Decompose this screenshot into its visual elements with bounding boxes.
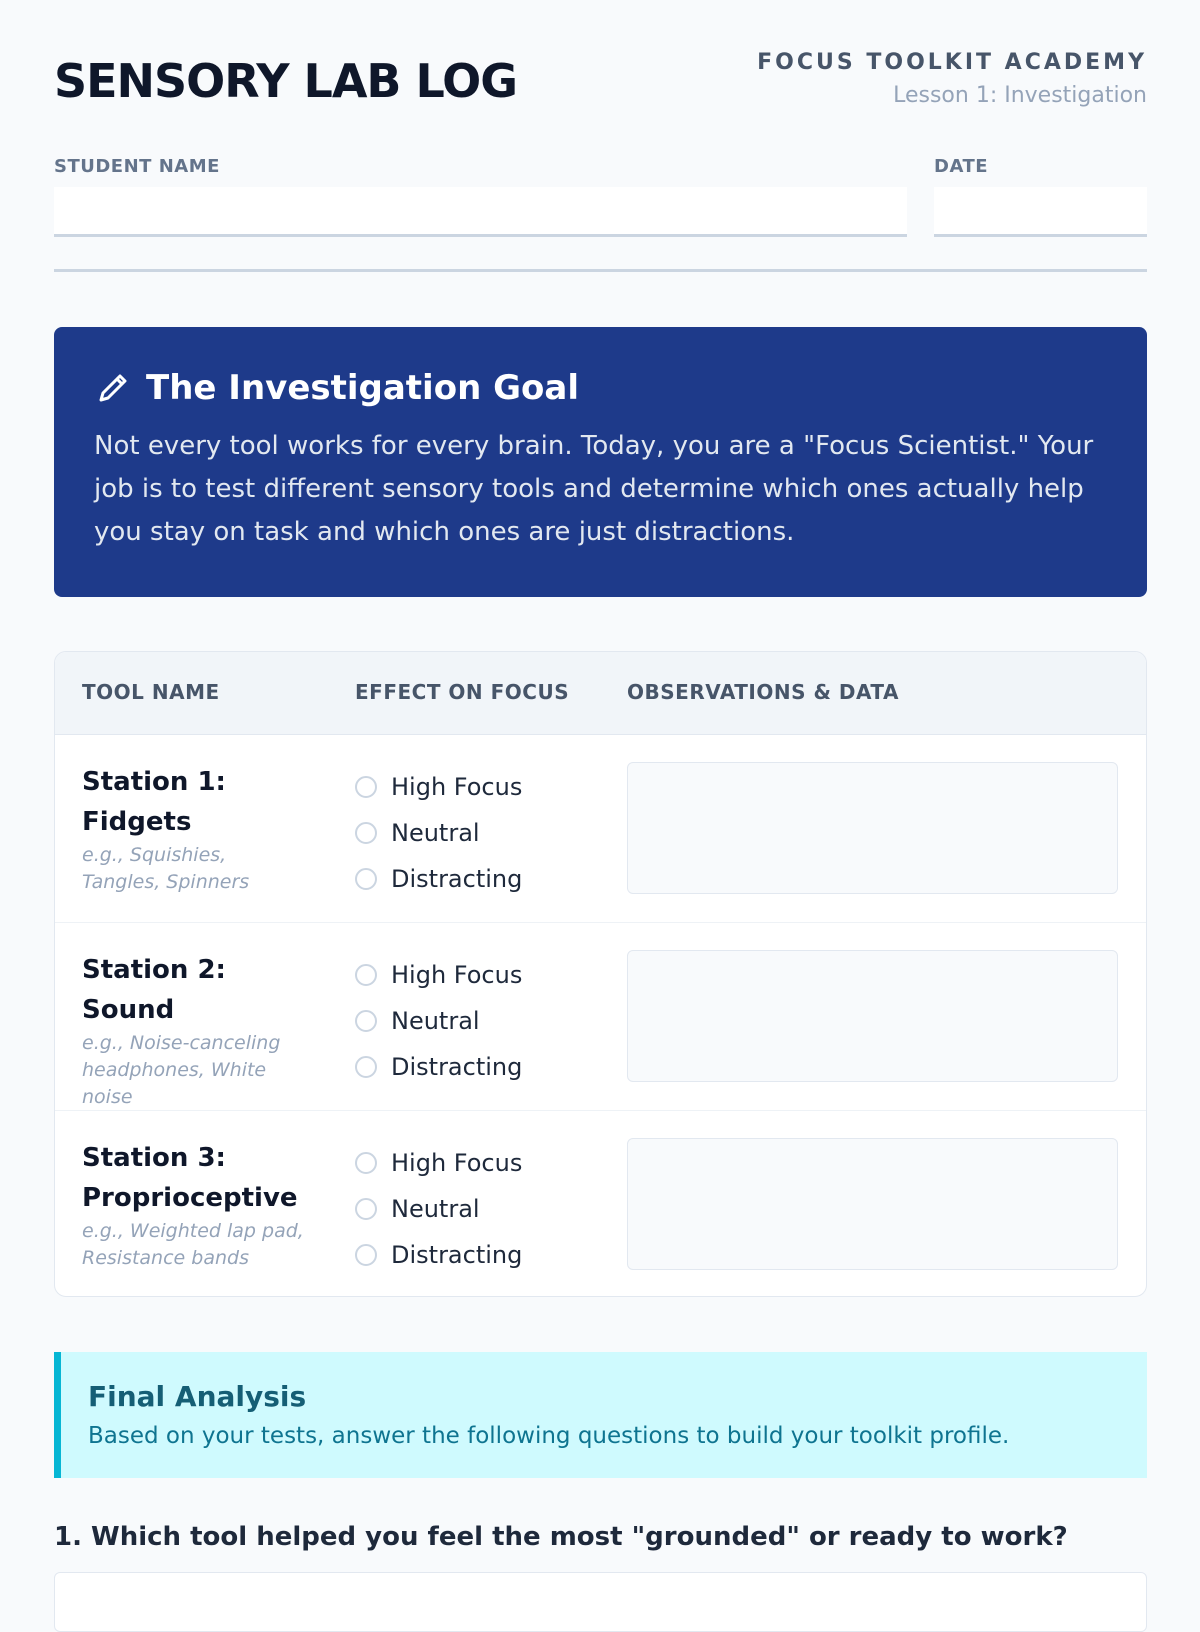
tool-name: Fidgets [82,807,192,837]
date-input[interactable] [934,187,1147,237]
option-neutral[interactable] [355,1186,522,1232]
option-label: Neutral [391,819,480,847]
page-title: SENSORY LAB LOG [54,54,518,108]
radio-button[interactable] [355,1244,377,1266]
observations-input[interactable] [627,762,1118,894]
date-field-group [934,156,1147,237]
worksheet-page [54,0,1147,1552]
goal-heading [94,365,1107,411]
radio-button[interactable] [355,822,377,844]
option-label: High Focus [391,773,523,801]
brand-block [757,50,1147,108]
tool-example: e.g., Weighted lap pad, [82,1220,304,1242]
tool-example: noise [82,1086,133,1108]
tool-name: Station 1: [82,767,226,797]
goal-title: The Investigation Goal [146,368,579,408]
table-header [55,652,1146,735]
student-name-field-group [54,156,907,237]
option-label: High Focus [391,961,523,989]
column-header-observations: OBSERVATIONS & DATA [627,680,899,704]
page-header [54,0,1147,140]
tool-cell [82,762,307,896]
header-divider [54,269,1147,272]
option-high-focus[interactable] [355,764,522,810]
question-1-answer-input[interactable] [54,1572,1147,1632]
radio-button[interactable] [355,1010,377,1032]
radio-button[interactable] [355,868,377,890]
lesson-label: Lesson 1: Investigation [893,83,1147,108]
table-row [55,734,1146,923]
radio-button[interactable] [355,776,377,798]
observations-input[interactable] [627,1138,1118,1270]
observations-input[interactable] [627,950,1118,1082]
tool-example: Resistance bands [82,1247,249,1269]
stations-table [54,651,1147,1297]
student-name-input[interactable] [54,187,907,237]
option-label: Distracting [391,1241,523,1269]
tool-cell [82,1138,307,1272]
table-row [55,1110,1146,1297]
radio-button[interactable] [355,1198,377,1220]
tool-example: Tangles, Spinners [82,871,250,893]
option-distracting[interactable] [355,1044,522,1090]
option-distracting[interactable] [355,856,522,902]
option-label: Neutral [391,1007,480,1035]
tool-name: Station 3: [82,1143,226,1173]
question-1-label: 1. Which tool helped you feel the most "grounded" or ready to work? [54,1522,1068,1552]
student-fields [54,156,1147,246]
student-name-label: STUDENT NAME [54,156,220,177]
final-analysis-callout [54,1352,1147,1478]
brand-name: FOCUS TOOLKIT ACADEMY [757,50,1147,75]
tool-example: headphones, White [82,1059,267,1081]
tool-example: e.g., Squishies, [82,844,227,866]
focus-options [355,1140,522,1278]
column-header-tool-name: TOOL NAME [82,680,220,704]
radio-button[interactable] [355,1056,377,1078]
option-label: Distracting [391,865,523,893]
option-label: High Focus [391,1149,523,1177]
option-label: Neutral [391,1195,480,1223]
option-label: Distracting [391,1053,523,1081]
option-high-focus[interactable] [355,1140,522,1186]
table-row [55,922,1146,1111]
column-header-effect-on-focus: EFFECT ON FOCUS [355,680,570,704]
analysis-description: Based on your tests, answer the following questions to build your toolkit profile. [88,1423,1010,1449]
tool-cell [82,950,307,1111]
radio-button[interactable] [355,964,377,986]
focus-options [355,952,522,1090]
option-distracting[interactable] [355,1232,522,1278]
analysis-title: Final Analysis [88,1380,307,1413]
option-neutral[interactable] [355,998,522,1044]
tool-name: Station 2: Sound [82,955,226,1025]
option-high-focus[interactable] [355,952,522,998]
focus-options [355,764,522,902]
tool-example: e.g., Noise-canceling [82,1032,281,1054]
pencil-icon [94,369,132,407]
date-label: DATE [934,156,989,177]
tool-name: Proprioceptive [82,1183,298,1213]
goal-description: Not every tool works for every brain. Today, you are a "Focus Scientist." Your job is to test different sensory tools and determine which ones actually help you stay on task and which ones are just distractions. [94,431,1094,547]
radio-button[interactable] [355,1152,377,1174]
investigation-goal-card [54,327,1147,597]
option-neutral[interactable] [355,810,522,856]
